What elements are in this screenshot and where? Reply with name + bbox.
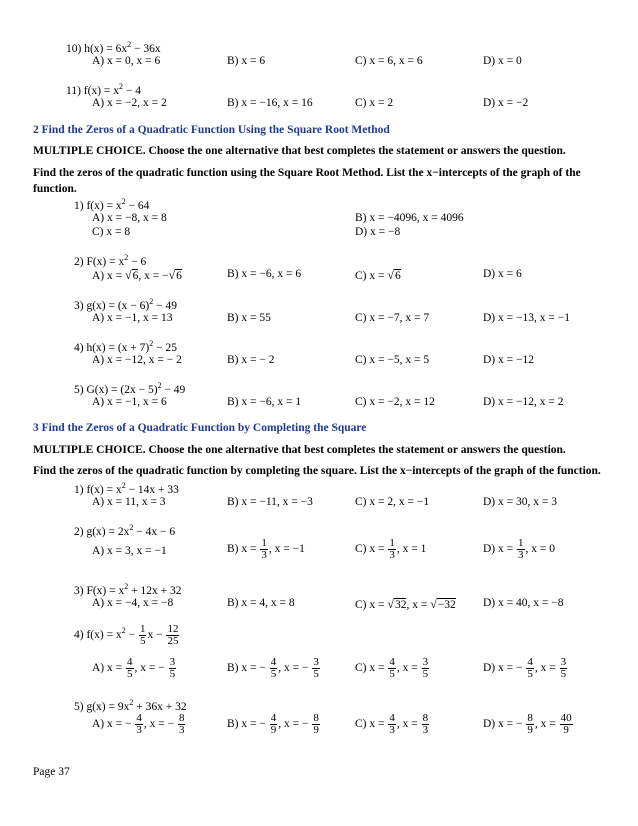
option-c[interactable] (355, 657, 430, 680)
option-c[interactable] (355, 597, 456, 612)
question-number: 10) (66, 43, 85, 55)
option-text: , x = − (278, 662, 312, 675)
fraction (166, 624, 179, 647)
option-a[interactable]: A) x = −4, x = −8 (92, 597, 174, 609)
denominator: 3 (389, 549, 395, 561)
option-a[interactable]: A) x = −1, x = 6 (92, 396, 167, 408)
option-b[interactable]: B) x = −11, x = −3 (227, 496, 313, 508)
fraction (270, 713, 278, 736)
numerator: 1 (139, 623, 146, 635)
s3-q1-stem (74, 481, 179, 496)
numerator: 3 (169, 656, 176, 668)
option-c[interactable]: C) x = −5, x = 5 (355, 354, 430, 366)
option-d[interactable] (483, 538, 555, 561)
fraction (126, 657, 134, 680)
denominator: 9 (313, 724, 319, 736)
option-b[interactable]: B) x = − 2 (227, 354, 275, 366)
denominator: 3 (422, 724, 429, 736)
denominator: 5 (169, 668, 176, 680)
option-text: C) x = (355, 543, 388, 556)
option-d[interactable]: D) x = 0 (483, 55, 522, 67)
stem-text: 4) h(x) = (x + 7) (74, 342, 150, 354)
section-2-title: 2 Find the Zeros of a Quadratic Function Using the Square Root Method (33, 124, 390, 136)
stem-text: − 49 (161, 384, 186, 396)
stem-text: f(x) = x (83, 85, 120, 97)
option-b[interactable]: B) x = −4096, x = 4096 (355, 212, 464, 224)
radicand: 6 (176, 270, 182, 282)
option-text: B) x = (227, 543, 260, 556)
option-text: , x = − (143, 718, 177, 731)
option-text: , x = (534, 662, 559, 675)
option-text: , x = − (278, 718, 312, 731)
radicand: −32 (437, 599, 456, 611)
option-text: B) x = − (227, 662, 269, 675)
fraction (135, 713, 143, 736)
fraction (260, 538, 268, 561)
fraction (388, 538, 396, 561)
denominator: 3 (136, 724, 142, 736)
numerator: 4 (136, 712, 142, 724)
option-text: D) x = (483, 543, 516, 556)
exponent: 2 (149, 297, 154, 306)
stem-text: − 49 (153, 300, 177, 312)
denominator: 5 (422, 668, 429, 680)
denominator: 3 (389, 724, 395, 736)
option-text: , x = (406, 599, 431, 611)
option-text: A) x = − (92, 718, 135, 731)
denominator: 5 (389, 668, 395, 680)
option-b[interactable] (227, 713, 321, 736)
option-text: , x = 0 (525, 543, 555, 556)
option-b[interactable]: B) x = −16, x = 16 (227, 97, 313, 109)
numerator: 4 (389, 656, 395, 668)
option-text: , x = − (134, 662, 168, 675)
option-d[interactable] (483, 657, 568, 680)
radical-icon: √ (125, 268, 132, 282)
numerator: 8 (313, 712, 319, 724)
numerator: 4 (270, 656, 277, 668)
option-b[interactable]: B) x = 55 (227, 312, 271, 324)
option-a[interactable] (92, 657, 177, 680)
stem-text: + 12x + 32 (128, 585, 182, 597)
stem-text: 2) F(x) = x (74, 256, 125, 268)
denominator: 5 (139, 635, 146, 647)
exponent: 2 (149, 339, 154, 348)
option-d[interactable]: D) x = −13, x = −1 (483, 312, 570, 324)
stem-text: 2) g(x) = 2x (74, 526, 130, 538)
question-number: 11) (66, 85, 84, 97)
option-text: C) x = (355, 599, 388, 611)
option-c[interactable]: C) x = −2, x = 12 (355, 396, 435, 408)
denominator: 5 (313, 668, 319, 680)
fraction (517, 538, 525, 561)
option-a[interactable]: A) x = −2, x = 2 (92, 97, 167, 109)
radical-icon: √ (430, 597, 437, 611)
numerator: 4 (527, 656, 533, 668)
radicand: 6 (394, 270, 401, 282)
option-b[interactable]: B) x = 6 (227, 55, 266, 67)
option-d[interactable]: D) x = 6 (483, 268, 522, 280)
page-number: Page 37 (33, 766, 70, 778)
exponent: 2 (129, 698, 134, 707)
option-d[interactable]: D) x = −8 (355, 226, 401, 238)
exponent: 2 (121, 481, 126, 490)
fraction (312, 713, 320, 736)
s2-q2-stem (74, 253, 146, 268)
fraction (169, 657, 177, 680)
radicand: 32 (394, 599, 407, 611)
option-text: , x = (396, 718, 421, 731)
option-text: , x = (534, 718, 559, 731)
fraction (388, 657, 396, 680)
stem-text: − 14x + 33 (125, 484, 179, 496)
option-a[interactable]: A) x = 11, x = 3 (92, 496, 166, 508)
option-c[interactable]: C) x = 8 (92, 226, 131, 238)
question-11-stem (66, 82, 141, 97)
fraction (139, 624, 147, 647)
option-text: B) x = − (227, 718, 269, 731)
numerator: 4 (389, 712, 395, 724)
fraction (388, 713, 396, 736)
stem-text: + 36x + 32 (133, 701, 187, 713)
exponent: 2 (124, 253, 129, 262)
denominator: 3 (261, 549, 267, 561)
option-c[interactable]: C) x = 2 (355, 97, 394, 109)
denominator: 9 (527, 724, 533, 736)
denominator: 25 (167, 635, 179, 647)
option-b[interactable] (227, 657, 321, 680)
option-text: , x = − (138, 270, 169, 282)
option-a[interactable] (92, 713, 186, 736)
exponent: 2 (124, 582, 129, 591)
denominator: 5 (270, 668, 277, 680)
fraction (422, 713, 430, 736)
exponent: 2 (121, 626, 126, 636)
option-text: A) x = (92, 270, 125, 282)
denominator: 5 (127, 668, 133, 680)
exponent: 2 (121, 197, 126, 206)
option-text: , x = (396, 662, 421, 675)
numerator: 4 (127, 656, 133, 668)
radical-icon: √ (168, 268, 176, 282)
stem-text: − 4 (123, 85, 142, 97)
denominator: 9 (270, 724, 277, 736)
numerator: 8 (527, 712, 533, 724)
option-text: D) x = − (483, 662, 526, 675)
s3-q4-stem (74, 624, 180, 647)
option-a[interactable]: A) x = 0, x = 6 (92, 55, 161, 67)
option-a[interactable]: A) x = −12, x = − 2 (92, 354, 182, 366)
s2-q5-stem (74, 381, 185, 396)
s3-q5-stem (74, 698, 187, 713)
stem-text: 3) g(x) = (x − 6) (74, 300, 150, 312)
option-c[interactable]: C) x = 6, x = 6 (355, 55, 423, 67)
option-c[interactable]: C) x = 2, x = −1 (355, 496, 430, 508)
fraction (178, 713, 186, 736)
stem-text: − 4x − 6 (133, 526, 176, 538)
option-b[interactable]: B) x = −6, x = 1 (227, 396, 302, 408)
option-d[interactable]: D) x = 30, x = 3 (483, 496, 557, 508)
option-text: C) x = (355, 718, 388, 731)
option-a[interactable] (92, 268, 182, 283)
fraction (422, 657, 430, 680)
exponent: 2 (129, 523, 134, 532)
radicand: 6 (132, 270, 139, 282)
numerator: 3 (560, 656, 567, 668)
option-d[interactable]: D) x = −12 (483, 354, 534, 366)
numerator: 4 (270, 712, 277, 724)
numerator: 8 (422, 712, 429, 724)
option-c[interactable] (355, 713, 430, 736)
stem-text: − 64 (125, 200, 150, 212)
option-text: D) x = − (483, 718, 526, 731)
option-c[interactable] (355, 538, 426, 561)
option-c[interactable] (355, 268, 401, 283)
option-text: , x = 1 (396, 543, 427, 556)
numerator: 8 (178, 712, 185, 724)
option-text: C) x = (355, 662, 388, 675)
section-2-directions: Find the zeros of the quadratic function using the Square Root Method. List the x−intercepts of the graph of the function. (33, 167, 581, 195)
stem-text: 1) f(x) = x (74, 200, 122, 212)
section-3-instruction: MULTIPLE CHOICE. Choose the one alternative that best completes the statement or answers the question. (33, 444, 566, 456)
numerator: 1 (261, 537, 267, 549)
numerator: 12 (167, 623, 179, 635)
section-3-title: 3 Find the Zeros of a Quadratic Function by Completing the Square (33, 422, 367, 434)
stem-text: 3) F(x) = x (74, 585, 125, 597)
numerator: 1 (518, 537, 524, 549)
stem-text: − 6 (128, 256, 147, 268)
section-3-directions: Find the zeros of the quadratic function by completing the square. List the x−intercepts of the graph of the function. (33, 465, 601, 477)
stem-text: − 25 (153, 342, 177, 354)
s2-q1-stem (74, 197, 149, 212)
stem-text: h(x) = 6x (84, 43, 128, 55)
denominator: 5 (560, 668, 567, 680)
numerator: 3 (422, 656, 429, 668)
question-10-stem (66, 40, 161, 55)
section-2-instruction: MULTIPLE CHOICE. Choose the one alternative that best completes the statement or answers the question. (33, 145, 566, 157)
fraction (526, 713, 534, 736)
option-d[interactable]: D) x = 40, x = −8 (483, 597, 564, 609)
s2-q3-stem (74, 297, 177, 312)
radical-icon: √ (387, 268, 394, 282)
numerator: 3 (313, 656, 319, 668)
option-a[interactable]: A) x = −8, x = 8 (92, 212, 167, 224)
option-a[interactable]: A) x = −1, x = 13 (92, 312, 173, 324)
numerator: 1 (389, 537, 395, 549)
denominator: 3 (518, 549, 524, 561)
denominator: 5 (527, 668, 533, 680)
option-c[interactable]: C) x = −7, x = 7 (355, 312, 430, 324)
fraction (526, 657, 534, 680)
stem-text: x − (147, 629, 166, 642)
stem-text: − (125, 629, 138, 642)
s3-q2-stem (74, 523, 175, 538)
exponent: 2 (127, 40, 132, 49)
numerator: 40 (560, 712, 572, 724)
stem-text: 1) f(x) = x (74, 484, 122, 496)
fraction (270, 657, 278, 680)
stem-text: 5) G(x) = (2x − 5) (74, 384, 158, 396)
denominator: 3 (178, 724, 185, 736)
option-d[interactable]: D) x = −2 (483, 97, 529, 109)
option-b[interactable] (227, 538, 305, 561)
option-a[interactable]: A) x = 3, x = −1 (92, 545, 167, 557)
denominator: 9 (563, 724, 569, 736)
option-text: A) x = (92, 662, 125, 675)
radical-icon: √ (387, 597, 394, 611)
stem-text: 4) f(x) = x (74, 629, 122, 642)
fraction (560, 713, 573, 736)
option-d[interactable] (483, 713, 574, 736)
exponent: 2 (119, 82, 124, 91)
fraction (560, 657, 568, 680)
option-text: C) x = (355, 270, 388, 282)
option-b[interactable]: B) x = 4, x = 8 (227, 597, 295, 609)
s3-q3-stem (74, 582, 181, 597)
s2-q4-stem (74, 339, 177, 354)
option-b[interactable]: B) x = −6, x = 6 (227, 268, 302, 280)
fraction (312, 657, 320, 680)
exponent: 2 (157, 381, 162, 390)
stem-text: 5) g(x) = 9x (74, 701, 130, 713)
option-d[interactable]: D) x = −12, x = 2 (483, 396, 564, 408)
option-text: , x = −1 (268, 543, 305, 556)
stem-text: − 36x (131, 43, 161, 55)
